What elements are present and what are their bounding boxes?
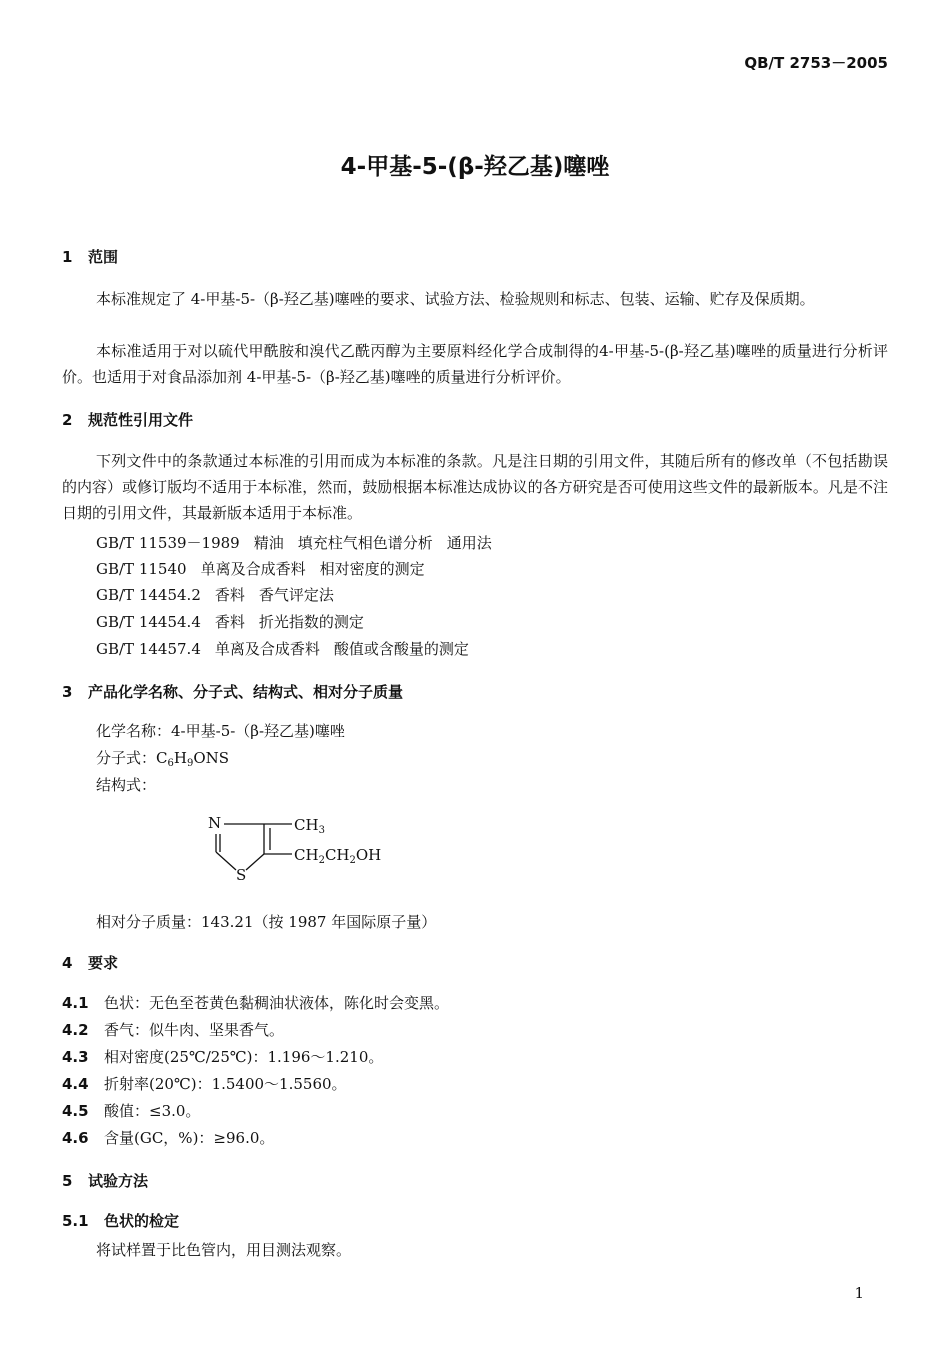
reference-code: GB/T 11539－1989 (96, 534, 240, 552)
standard-code: QB/T 2753－2005 (744, 54, 888, 72)
chemical-name-value: 4-甲基-5-（β-羟乙基)噻唑 (171, 722, 345, 740)
section-3-heading (62, 681, 403, 702)
section-title: 范围 (88, 248, 119, 266)
reference-title: 折光指数的测定 (258, 613, 364, 631)
section-5-heading (62, 1170, 148, 1191)
requirement-item (62, 992, 449, 1013)
scope-paragraph-2: 本标准适用于对以硫代甲酰胺和溴代乙酰丙醇为主要原料经化学合成制得的4-甲基-5-(β-羟乙基)噻唑的质量进行分析评价。也适用于对食品添加剂 4-甲基-5-（β-羟乙基)噻唑的质量进行分析评价。 (62, 342, 888, 386)
requirement-number: 4.3 (62, 1048, 89, 1066)
section-number: 4 (62, 954, 73, 972)
requirement-number: 4.1 (62, 994, 89, 1012)
reference-title: 香料 (214, 586, 245, 604)
reference-item (96, 532, 506, 553)
hydroxyethyl-group: $CH_2CH_2OH$ (294, 846, 382, 866)
requirement-text: 色状：无色至苍黄色黏稠油状液体，陈化时会变黑。 (104, 994, 450, 1012)
subsection-title: 色状的检定 (104, 1212, 180, 1230)
reference-item (96, 611, 378, 632)
structure-label: 结构式： (96, 776, 157, 794)
section-4-heading (62, 952, 118, 973)
requirement-number: 4.4 (62, 1075, 89, 1093)
section-1-heading (62, 246, 118, 267)
subsection-5-1-text: 将试样置于比色管内，用目测法观察。 (96, 1241, 352, 1259)
section-title: 试验方法 (88, 1172, 149, 1190)
reference-item (96, 638, 483, 659)
section-number: 5 (62, 1172, 73, 1190)
molecular-mass-label: 相对分子质量： (96, 913, 202, 931)
requirement-number: 4.6 (62, 1129, 89, 1147)
reference-title: 相对密度的测定 (319, 560, 425, 578)
requirement-text: 香气：似牛肉、坚果香气。 (104, 1021, 285, 1039)
reference-title: 香料 (214, 613, 245, 631)
nitrogen-atom: N (208, 814, 222, 832)
requirement-text: 酸值：≤3.0。 (104, 1102, 201, 1120)
requirement-text: 含量(GC，%)：≥96.0。 (104, 1129, 275, 1147)
molecular-mass-value: 143.21（按 1987 年国际原子量） (201, 913, 437, 931)
requirement-text: 折射率(20℃)：1.5400～1.5560。 (104, 1075, 347, 1093)
subsection-5-1-heading (62, 1210, 179, 1231)
reference-item (96, 584, 348, 605)
requirement-item (62, 1046, 383, 1067)
reference-code: GB/T 14454.4 (96, 613, 201, 631)
molecular-formula: $C_6H_9ONS$ (156, 749, 230, 769)
requirement-item (62, 1073, 347, 1094)
section-title: 要求 (88, 954, 119, 972)
sulfur-atom: S (236, 866, 247, 884)
reference-title: 精油 (253, 534, 284, 552)
reference-title: 酸值或含酸量的测定 (333, 640, 469, 658)
chemical-name-label: 化学名称： (96, 722, 172, 740)
reference-code: GB/T 14457.4 (96, 640, 201, 658)
document-title: 4-甲基-5-(β-羟乙基)噻唑 (340, 154, 610, 180)
page-number: 1 (854, 1284, 864, 1302)
reference-title: 通用法 (446, 534, 492, 552)
section-title: 规范性引用文件 (88, 411, 194, 429)
reference-code: GB/T 11540 (96, 560, 187, 578)
section-number: 2 (62, 411, 73, 429)
chemical-name-line (96, 720, 345, 741)
reference-title: 单离及合成香料 (214, 640, 320, 658)
reference-title: 单离及合成香料 (200, 560, 306, 578)
requirement-item (62, 1100, 200, 1121)
reference-title: 填充柱气相色谱分析 (297, 534, 433, 552)
scope-paragraph-1: 本标准规定了 4-甲基-5-（β-羟乙基)噻唑的要求、试验方法、检验规则和标志、包装、运输、贮存及保质期。 (96, 290, 815, 308)
structural-formula (200, 812, 420, 886)
molecular-formula-label: 分子式： (96, 749, 157, 767)
section-number: 3 (62, 683, 73, 701)
requirement-text: 相对密度(25℃/25℃)：1.196～1.210。 (104, 1048, 384, 1066)
molecular-mass-line (96, 911, 436, 932)
requirement-item (62, 1019, 284, 1040)
requirement-number: 4.5 (62, 1102, 89, 1120)
molecular-formula-line (96, 747, 229, 769)
reference-code: GB/T 14454.2 (96, 586, 201, 604)
reference-title: 香气评定法 (258, 586, 334, 604)
requirement-number: 4.2 (62, 1021, 89, 1039)
section-2-heading (62, 409, 193, 430)
subsection-number: 5.1 (62, 1212, 89, 1230)
methyl-group: $CH_3$ (294, 816, 325, 836)
section-title: 产品化学名称、分子式、结构式、相对分子质量 (88, 683, 404, 701)
reference-item (96, 558, 439, 579)
refs-paragraph: 下列文件中的条款通过本标准的引用而成为本标准的条款。凡是注日期的引用文件，其随后所有的修改单（不包括勘误的内容）或修订版均不适用于本标准，然而，鼓励根据本标准达成协议的各方研究是否可使用这些文件的最新版本。凡是不注日期的引用文件，其最新版本适用于本标准。 (62, 452, 888, 522)
requirement-item (62, 1127, 274, 1148)
section-number: 1 (62, 248, 73, 266)
